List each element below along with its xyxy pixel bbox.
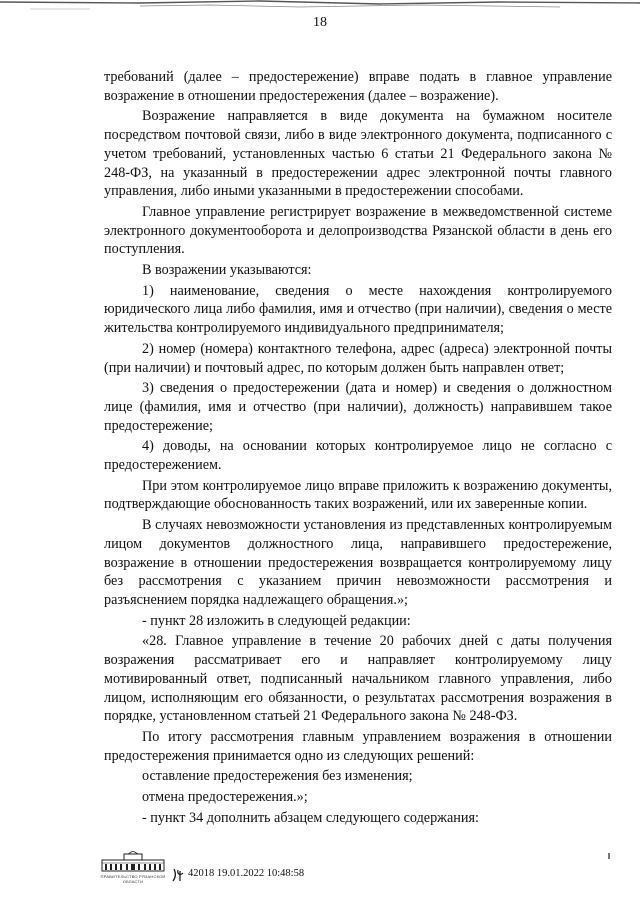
paragraph: Возражение направляется в виде документа на бумажном носителе посредством почтовой связи, либо в виде электронного документа, подписанного с учетом требований, установленных частью 6 статьи 21 Федерального закона № 248-ФЗ, на указанный в предостережении адрес электронной почты главного управления, либо иными указанными в предостережении способами. xyxy=(104,108,612,200)
paragraph: 1) наименование, сведения о месте нахождения контролируемого юридического лица либо фамилия, имя и отчество (при наличии), сведения о месте жительства контролируемого индивидуального предпринимателя; xyxy=(104,282,612,337)
paragraph: требований (далее – предостережение) вправе подать в главное управление возражение в отношении предостережения (далее – возражение). xyxy=(104,69,612,104)
scan-edge-artifact xyxy=(0,0,640,14)
logo-caption: ПРАВИТЕЛЬСТВО РЯЗАНСКОЙ ОБЛАСТИ xyxy=(100,874,166,884)
page-number: 18 xyxy=(313,15,327,30)
paragraph: отмена предостережения.»; xyxy=(142,789,308,806)
paragraph: В возражении указываются: xyxy=(142,262,312,279)
registration-stamp: 42018 19.01.2022 10:48:58 xyxy=(188,868,305,879)
registration-mark-icon xyxy=(172,868,184,882)
paragraph: По итогу рассмотрения главным управлением возражения в отношении предостережения принимается одно из следующих решений: xyxy=(104,728,612,764)
paragraph: «28. Главное управление в течение 20 рабочих дней с даты получения возражения рассматривает его и направляет контролируемому лицу мотивированный ответ, подписанный начальником главного управления, либо лицом, исполняющим его обязанности, о результатах рассмотрения возражения в порядке, установленном статьей 21 Федерального закона № 248-ФЗ. xyxy=(104,633,612,725)
paragraph: оставление предостережения без изменения; xyxy=(142,768,413,785)
government-building-logo xyxy=(100,851,166,873)
paragraph: В случаях невозможности установления из представленных контролируемым лицом документов должностного лица, направившего предостережение, возражение в отношении предостережения возвращается контролируемому лицу без рассмотрения с указанием причин невозможности рассмотрения и разъяснением порядка надлежащего обращения.»; xyxy=(104,517,612,608)
paragraph: 4) доводы, на основании которых контролируемое лицо не согласно с предостережением. xyxy=(104,438,612,474)
paragraph: - пункт 34 дополнить абзацем следующего содержания: xyxy=(142,809,479,826)
paragraph: 3) сведения о предостережении (дата и номер) и сведения о должностном лице (фамилия, имя и отчество (при наличии), должность) направившем такое предостережение; xyxy=(104,380,612,434)
paragraph: 2) номер (номера) контактного телефона, адрес (адреса) электронной почты (при наличии) и почтовый адрес, по которым должен быть направлен ответ; xyxy=(104,340,612,376)
paragraph: - пункт 28 изложить в следующей редакции: xyxy=(142,612,411,629)
scan-speck xyxy=(608,853,610,859)
document-footer xyxy=(100,851,400,891)
document-body xyxy=(104,68,612,827)
paragraph: При этом контролируемое лицо вправе приложить к возражению документы, подтверждающие обоснованность таких возражений, или их заверенные копии. xyxy=(104,477,612,513)
paragraph: Главное управление регистрирует возражение в межведомственной системе электронного документооборота и делопроизводства Рязанской области в день его поступления. xyxy=(104,203,612,258)
